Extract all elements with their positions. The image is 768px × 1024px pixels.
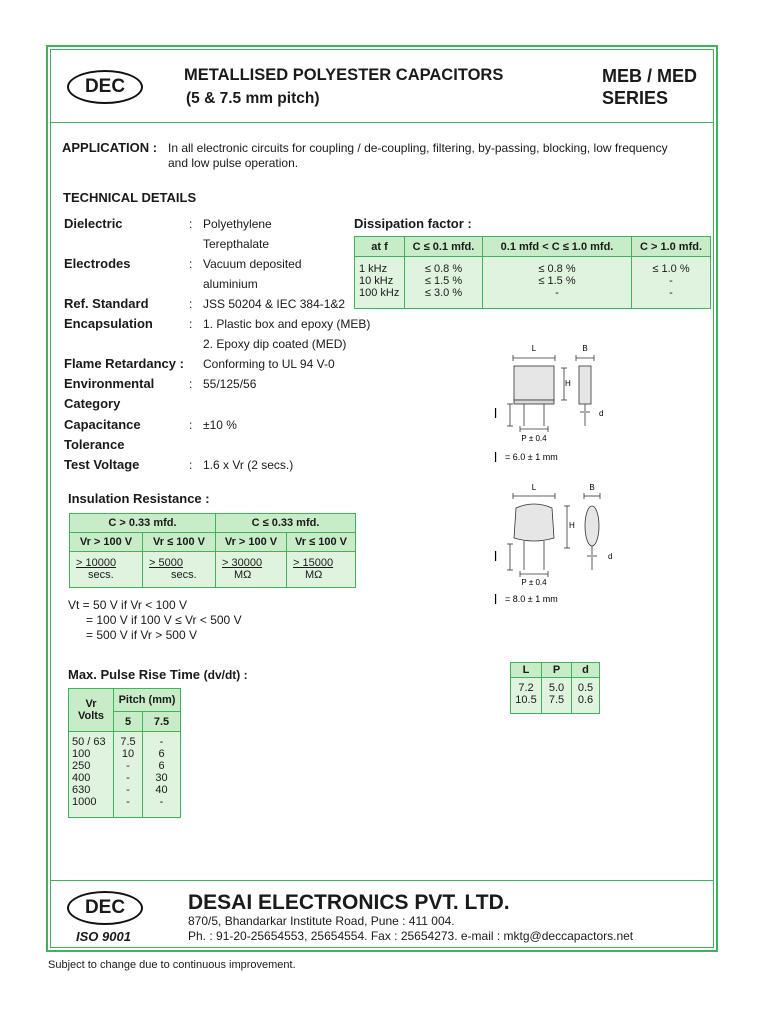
table-header: C ≤ 0.33 mfd. bbox=[216, 514, 356, 533]
dim-label-l: l bbox=[494, 548, 498, 564]
table-cell: 1 kHz 10 kHz 100 kHz bbox=[355, 257, 405, 309]
spec-value: Conforming to UL 94 V-0 bbox=[203, 357, 335, 371]
lead-length-note: = 8.0 ± 1 mm bbox=[505, 594, 558, 604]
company-contact: Ph. : 91-20-25654553, 25654554. Fax : 25654273. e-mail : mktg@deccapactors.net bbox=[188, 929, 634, 943]
table-header: P bbox=[542, 663, 572, 678]
dipped-capacitor-diagram bbox=[480, 478, 620, 608]
footer-divider bbox=[50, 880, 714, 881]
spec-value: Terepthalate bbox=[203, 237, 270, 251]
dim-label-d: d bbox=[608, 552, 613, 561]
lead-length-note: = 6.0 ± 1 mm bbox=[505, 452, 558, 462]
table-header: 7.5 bbox=[143, 712, 181, 732]
lead-length-symbol: l bbox=[494, 591, 498, 607]
table-header: C ≤ 0.1 mfd. bbox=[405, 237, 483, 257]
dim-label-H: H bbox=[565, 379, 571, 388]
dim-label-pitch: P ± 0.4 bbox=[521, 434, 547, 443]
pulse-rise-heading: Max. Pulse Rise Time (dv/dt) : bbox=[68, 667, 248, 682]
spec-value: 1. Plastic box and epoxy (MEB) bbox=[203, 317, 371, 331]
table-header: Vr > 100 V bbox=[216, 533, 287, 552]
series-code: MEB / MED bbox=[602, 66, 698, 86]
table-cell: > 30000 MΩ bbox=[216, 552, 287, 588]
table-header: 5 bbox=[114, 712, 143, 732]
lead-length-symbol: l bbox=[494, 449, 498, 465]
vt-note-2: = 100 V if 100 V ≤ Vr < 500 V bbox=[86, 613, 242, 627]
footer-dec-logo: DEC bbox=[67, 891, 143, 925]
iso-certification: ISO 9001 bbox=[76, 929, 131, 944]
table-cell: > 15000 MΩ bbox=[287, 552, 356, 588]
series-label: SERIES bbox=[602, 88, 669, 108]
table-cell: ≤ 0.8 % ≤ 1.5 % - bbox=[483, 257, 632, 309]
table-header: Vr ≤ 100 V bbox=[143, 533, 216, 552]
table-header: Vr ≤ 100 V bbox=[287, 533, 356, 552]
spec-colon: : bbox=[189, 377, 193, 391]
table-header: Vr Volts bbox=[69, 689, 114, 732]
table-cell: > 10000 secs. bbox=[70, 552, 143, 588]
technical-details-heading: TECHNICAL DETAILS bbox=[63, 190, 197, 205]
table-cell: > 5000 secs. bbox=[143, 552, 216, 588]
vt-note-1: Vt = 50 V if Vr < 100 V bbox=[68, 598, 187, 612]
table-cell: 50 / 63 100 250 400 630 1000 bbox=[69, 732, 114, 818]
spec-colon: : bbox=[189, 297, 193, 311]
spec-label-encapsulation: Encapsulation bbox=[64, 316, 153, 331]
application-text-line1: In all electronic circuits for coupling / de-coupling, filtering, by-passing, blocking, low frequency bbox=[168, 141, 668, 155]
table-header: d bbox=[572, 663, 600, 678]
dim-label-d: d bbox=[599, 409, 604, 418]
table-header: L bbox=[511, 663, 542, 678]
insulation-heading: Insulation Resistance : bbox=[68, 491, 210, 506]
dim-label-l: l bbox=[494, 405, 498, 421]
spec-label-test-voltage: Test Voltage bbox=[64, 457, 140, 472]
dim-label-pitch: P ± 0.4 bbox=[521, 578, 547, 587]
spec-label-category: Category bbox=[64, 396, 121, 411]
table-cell: ≤ 0.8 % ≤ 1.5 % ≤ 3.0 % bbox=[405, 257, 483, 309]
document-subtitle: (5 & 7.5 mm pitch) bbox=[186, 90, 320, 107]
table-header: Vr > 100 V bbox=[70, 533, 143, 552]
table-header: C > 0.33 mfd. bbox=[70, 514, 216, 533]
table-cell: 0.5 0.6 bbox=[572, 678, 600, 714]
spec-value: Vacuum deposited bbox=[203, 257, 302, 271]
spec-value: 2. Epoxy dip coated (MED) bbox=[203, 337, 347, 351]
dim-label-B: B bbox=[582, 344, 588, 353]
spec-value: JSS 50204 & IEC 384-1&2 bbox=[203, 297, 346, 311]
spec-value: 55/125/56 bbox=[203, 377, 257, 391]
insulation-table bbox=[69, 513, 356, 588]
dissipation-table bbox=[354, 236, 711, 309]
disclaimer: Subject to change due to continuous improvement. bbox=[48, 959, 296, 971]
dim-label-L: L bbox=[531, 344, 537, 353]
table-cell: 5.0 7.5 bbox=[542, 678, 572, 714]
box-capacitor-diagram bbox=[480, 336, 620, 466]
dim-label-L: L bbox=[531, 483, 537, 492]
spec-colon: : bbox=[189, 418, 193, 432]
spec-value: ±10 % bbox=[203, 418, 237, 432]
dec-logo: DEC bbox=[67, 70, 143, 104]
company-name: DESAI ELECTRONICS PVT. LTD. bbox=[188, 891, 510, 914]
spec-colon: : bbox=[189, 317, 193, 331]
table-header: Pitch (mm) bbox=[114, 689, 181, 712]
spec-label-tolerance: Tolerance bbox=[64, 437, 125, 452]
company-address: 870/5, Bhandarkar Institute Road, Pune : 411 004. bbox=[188, 914, 455, 928]
spec-colon: : bbox=[189, 257, 193, 271]
table-cell: - 6 6 30 40 - bbox=[143, 732, 181, 818]
spec-label-environmental: Environmental bbox=[64, 376, 155, 391]
document-title: METALLISED POLYESTER CAPACITORS bbox=[184, 66, 504, 84]
dimensions-table bbox=[510, 662, 600, 714]
table-cell: 7.5 10 - - - - bbox=[114, 732, 143, 818]
spec-value: aluminium bbox=[203, 277, 258, 291]
application-label: APPLICATION : bbox=[62, 140, 158, 155]
dim-label-H: H bbox=[569, 521, 575, 530]
spec-label-ref-standard: Ref. Standard bbox=[64, 296, 149, 311]
table-header: at f bbox=[355, 237, 405, 257]
spec-label-flame-retardancy: Flame Retardancy : bbox=[64, 356, 184, 371]
vt-note-3: = 500 V if Vr > 500 V bbox=[86, 628, 197, 642]
table-cell: ≤ 1.0 % - - bbox=[632, 257, 711, 309]
spec-colon: : bbox=[189, 458, 193, 472]
table-header: C > 1.0 mfd. bbox=[632, 237, 711, 257]
header-divider bbox=[50, 122, 714, 123]
application-text-line2: and low pulse operation. bbox=[168, 156, 299, 170]
spec-value: 1.6 x Vr (2 secs.) bbox=[203, 458, 294, 472]
spec-colon: : bbox=[189, 217, 193, 231]
dissipation-heading: Dissipation factor : bbox=[354, 216, 472, 231]
spec-label-capacitance: Capacitance bbox=[64, 417, 141, 432]
spec-label-dielectric: Dielectric bbox=[64, 216, 123, 231]
spec-value: Polyethylene bbox=[203, 217, 272, 231]
pulse-rise-table bbox=[68, 688, 181, 818]
spec-label-electrodes: Electrodes bbox=[64, 256, 131, 271]
dim-label-B: B bbox=[589, 483, 595, 492]
table-cell: 7.2 10.5 bbox=[511, 678, 542, 714]
table-header: 0.1 mfd < C ≤ 1.0 mfd. bbox=[483, 237, 632, 257]
